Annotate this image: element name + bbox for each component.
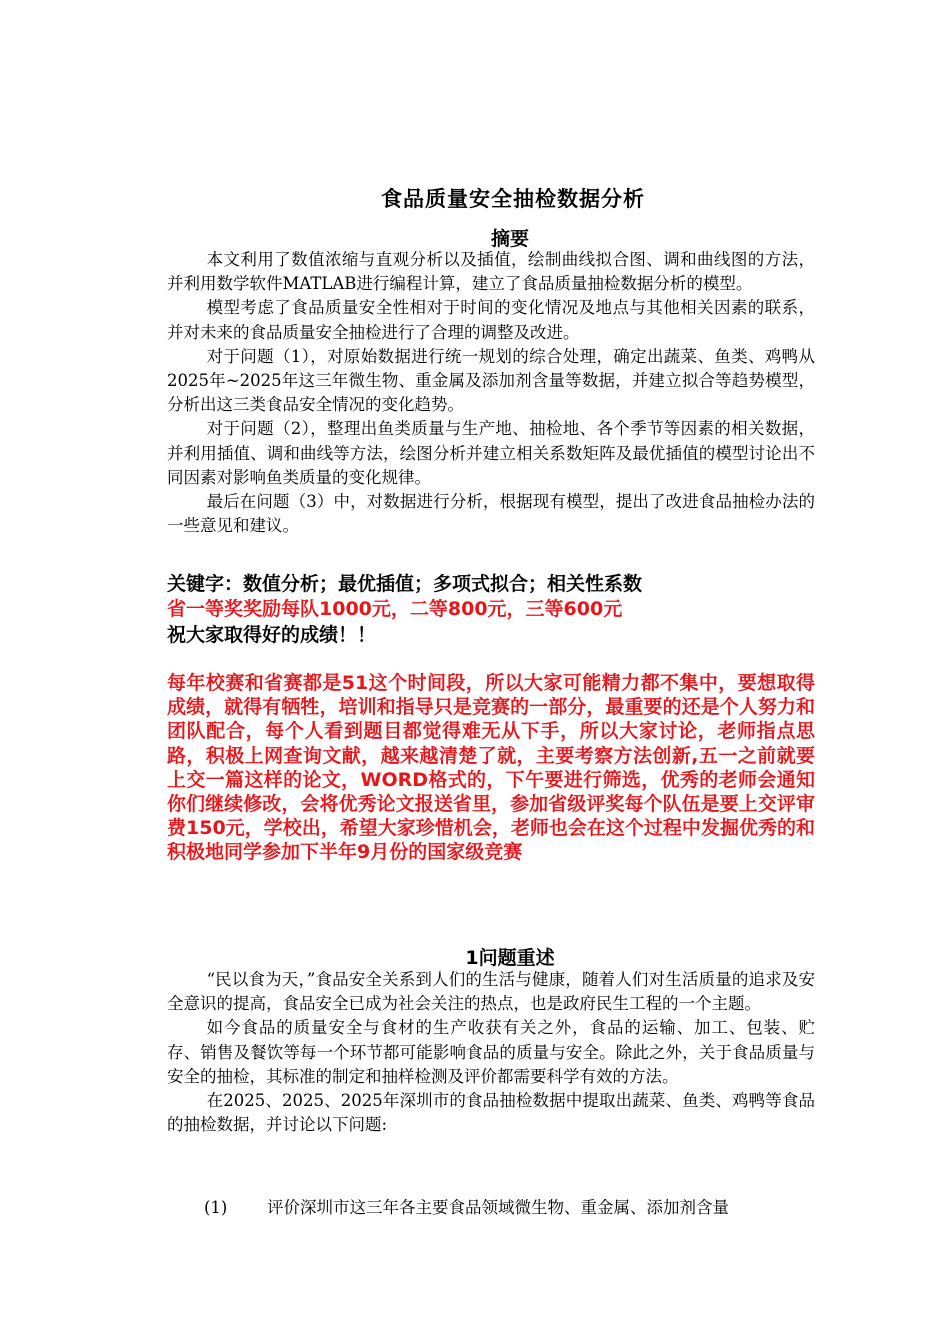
section-heading: 1问题重述 [465, 947, 555, 969]
abstract-paragraph: 本文利用了数值浓缩与直观分析以及插值，绘制曲线拟合图、调和曲线图的方法，并利用数学软件MATLAB进行编程计算，建立了食品质量抽检数据分析的模型。 [167, 250, 815, 294]
abstract-body [167, 248, 815, 538]
award-notice: 省一等奖奖励每队1000元，二等800元，三等600元 [167, 598, 623, 620]
abstract-heading: 摘要 [490, 228, 529, 250]
competition-notice: 每年校赛和省赛都是51这个时间段，所以大家可能精力都不集中，要想取得成绩，就得有牺牲，培训和指导只是竞赛的一部分，最重要的还是个人努力和团队配合，每个人看到题目都觉得难无从下手，所以大家讨论，老师指点思路，积极上网查询文献，越来越清楚了就，主要考察方法创新,五一之前就要上交一篇这样的论文，WORD格式的，下午要进行筛选，优秀的老师会通知你们继续修改，会将优秀论文报送省里，参加省级评奖每个队伍是要上交评审费150元，学校出，希望大家珍惜机会，老师也会在这个过程中发掘优秀的和积极地同学参加下半年9月份的国家级竞赛 [167, 672, 815, 864]
list-item [204, 1196, 729, 1220]
section-paragraph: 在2025、2025、2025年深圳市的食品抽检数据中提取出蔬菜、鱼类、鸡鸭等食品的抽检数据，并讨论以下问题: [167, 1091, 815, 1135]
list-item-number: (1) [204, 1198, 228, 1217]
abstract-paragraph: 对于问题（2），整理出鱼类质量与生产地、抽检地、各个季节等因素的相关数据，并利用插值、调和曲线等方法，绘图分析并建立相关系数矩阵及最优插值的模型讨论出不同因素对影响鱼类质量的变化规律。 [167, 419, 815, 487]
document-title: 食品质量安全抽检数据分析 [381, 187, 645, 211]
keywords: 关键字：数值分析；最优插值；多项式拟合；相关性系数 [167, 573, 643, 595]
list-item-text: 评价深圳市这三年各主要食品领域微生物、重金属、添加剂含量 [267, 1198, 729, 1217]
section-paragraph: 如今食品的质量安全与食材的生产收获有关之外，食品的运输、加工、包装、贮存、销售及餐饮等每一个环节都可能影响食品的质量与安全。除此之外，关于食品质量与安全的抽检，其标准的制定和抽样检测及评价都需要科学有效的方法。 [167, 1018, 815, 1086]
wish-text: 祝大家取得好的成绩！！ [167, 624, 377, 646]
abstract-paragraph: 对于问题（1），对原始数据进行统一规划的综合处理，确定出蔬菜、鱼类、鸡鸭从2025年~2025年这三年微生物、重金属及添加剂含量等数据，并建立拟合等趋势模型，分析出这三类食品安全情况的变化趋势。 [167, 346, 815, 415]
section-paragraph: “民以食为天，”食品安全关系到人们的生活与健康，随着人们对生活质量的追求及安全意识的提高，食品安全已成为社会关注的热点，也是政府民生工程的一个主题。 [167, 970, 815, 1014]
abstract-paragraph: 模型考虑了食品质量安全性相对于时间的变化情况及地点与其他相关因素的联系，并对未来的食品质量安全抽检进行了合理的调整及改进。 [167, 298, 815, 342]
section-body [167, 968, 815, 1137]
abstract-paragraph: 最后在问题（3）中，对数据进行分析，根据现有模型，提出了改进食品抽检办法的一些意见和建议。 [167, 492, 815, 536]
